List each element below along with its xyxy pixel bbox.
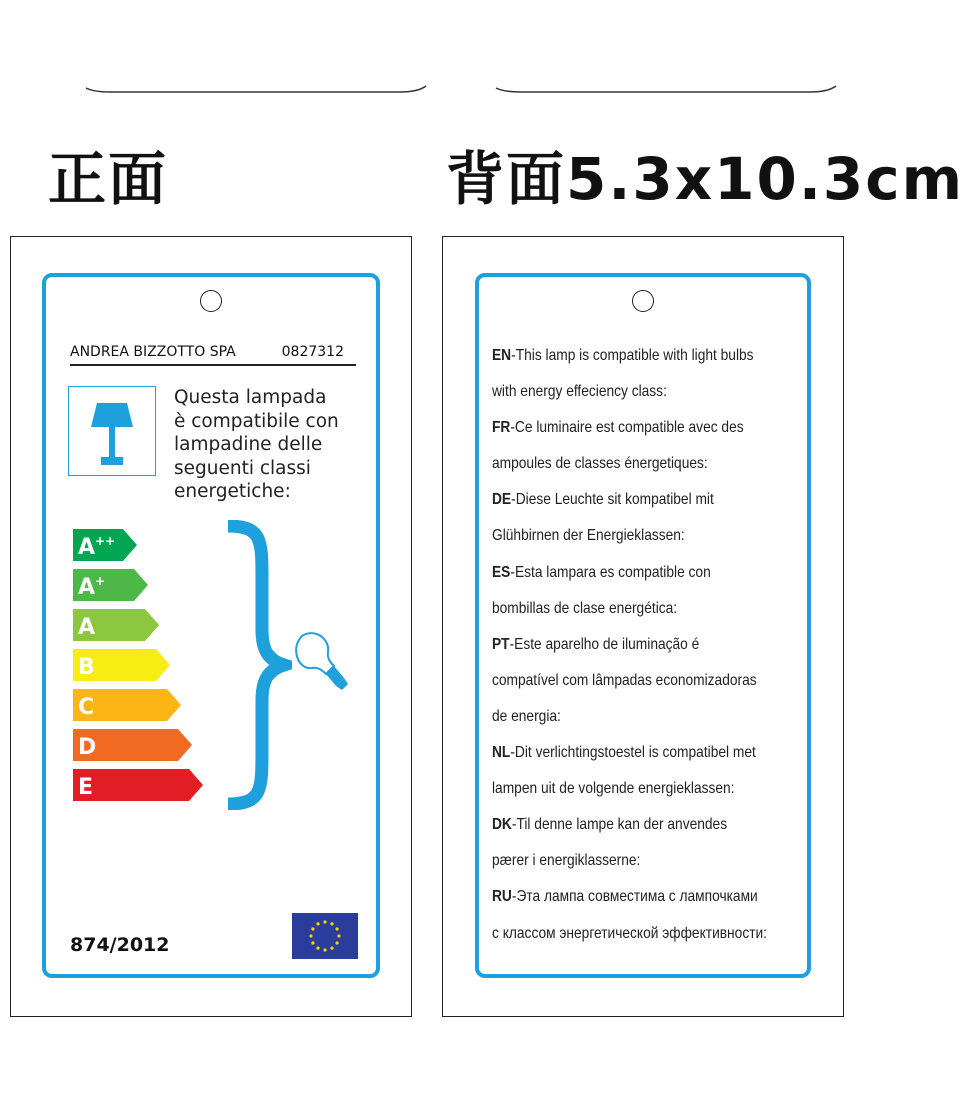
text-line: DE-Diese Leuchte sit kompatibel mit bbox=[492, 491, 714, 509]
energy-class-label: A+ bbox=[78, 574, 106, 600]
front-heading: 正面 bbox=[48, 145, 169, 213]
eu-star bbox=[337, 934, 340, 937]
energy-class-label: A++ bbox=[78, 534, 116, 560]
eu-star bbox=[323, 920, 326, 923]
text-line: with energy effeciency class: bbox=[492, 383, 667, 401]
eu-star bbox=[309, 934, 312, 937]
text-line: Glühbirnen der Energieklassen: bbox=[492, 527, 685, 545]
back-hang-hole bbox=[632, 290, 654, 312]
energy-class-arrow bbox=[73, 769, 203, 801]
language-code: DK bbox=[492, 816, 512, 834]
eu-star bbox=[316, 922, 319, 925]
energy-class-arrow bbox=[73, 609, 159, 641]
language-code: DE bbox=[492, 491, 512, 509]
eu-flag-icon bbox=[292, 913, 358, 959]
multilingual-text bbox=[492, 338, 767, 952]
energy-class-label: A bbox=[78, 615, 96, 640]
brace-icon bbox=[222, 520, 292, 810]
energy-class-label: C bbox=[78, 695, 95, 720]
language-code: RU bbox=[492, 888, 512, 906]
product-code: 0827312 bbox=[281, 344, 344, 360]
text-line: de energia: bbox=[492, 707, 561, 725]
text-line: EN-This lamp is compatible with light bulbs bbox=[492, 347, 754, 364]
text-line: compatível com lâmpadas economizadoras bbox=[492, 671, 757, 689]
text-line: NL-Dit verlichtingstoestel is compatibel met bbox=[492, 744, 756, 762]
eu-star bbox=[316, 947, 319, 950]
back-heading: 背面5.3x10.3cm bbox=[446, 145, 965, 213]
energy-class-label: B bbox=[78, 655, 95, 680]
compat-line: è compatibile con bbox=[174, 410, 339, 432]
language-code: NL bbox=[492, 744, 511, 762]
compat-line: seguenti classi bbox=[174, 457, 311, 479]
compat-line: lampadine delle bbox=[174, 434, 323, 455]
compat-line: energetiche: bbox=[174, 481, 291, 502]
text-line: FR-Ce luminaire est compatible avec des bbox=[492, 419, 744, 437]
company-name: ANDREA BIZZOTTO SPA bbox=[70, 344, 236, 360]
energy-class-arrow bbox=[73, 689, 181, 721]
text-line: RU-Эта лампа совместима с лампочками bbox=[492, 888, 758, 906]
text-line: с классом энергетической эффективности: bbox=[492, 924, 768, 942]
energy-class-arrow bbox=[73, 729, 192, 761]
energy-class-arrow bbox=[73, 649, 170, 681]
text-line: bombillas de clase energética: bbox=[492, 599, 678, 617]
language-code: PT bbox=[492, 635, 510, 653]
energy-class-label: E bbox=[78, 775, 94, 800]
eu-star bbox=[311, 927, 314, 930]
eu-star bbox=[330, 947, 333, 950]
eu-star bbox=[323, 948, 326, 951]
text-line: DK-Til denne lampe kan der anvendes bbox=[492, 816, 728, 834]
energy-class-arrow bbox=[73, 569, 148, 601]
eu-star bbox=[336, 927, 339, 930]
energy-class-arrow bbox=[73, 529, 137, 561]
eu-star bbox=[336, 941, 339, 944]
regulation-number: 874/2012 bbox=[70, 934, 170, 956]
text-line: lampen uit de volgende energieklassen: bbox=[492, 780, 735, 798]
language-code: FR bbox=[492, 419, 511, 437]
text-line: ES-Esta lampara es compatible con bbox=[492, 563, 711, 581]
energy-class-label: D bbox=[78, 735, 97, 760]
text-line: PT-Este aparelho de iluminação é bbox=[492, 635, 700, 653]
text-line: pærer i energiklasserne: bbox=[492, 852, 641, 870]
compat-line: Questa lampada bbox=[174, 387, 327, 408]
eu-star bbox=[330, 922, 333, 925]
language-code: ES bbox=[492, 563, 511, 581]
text-line: ampoules de classes énergetiques: bbox=[492, 455, 708, 473]
light-bulb-icon bbox=[290, 630, 352, 696]
eu-star bbox=[311, 941, 314, 944]
language-code: EN bbox=[492, 347, 512, 364]
